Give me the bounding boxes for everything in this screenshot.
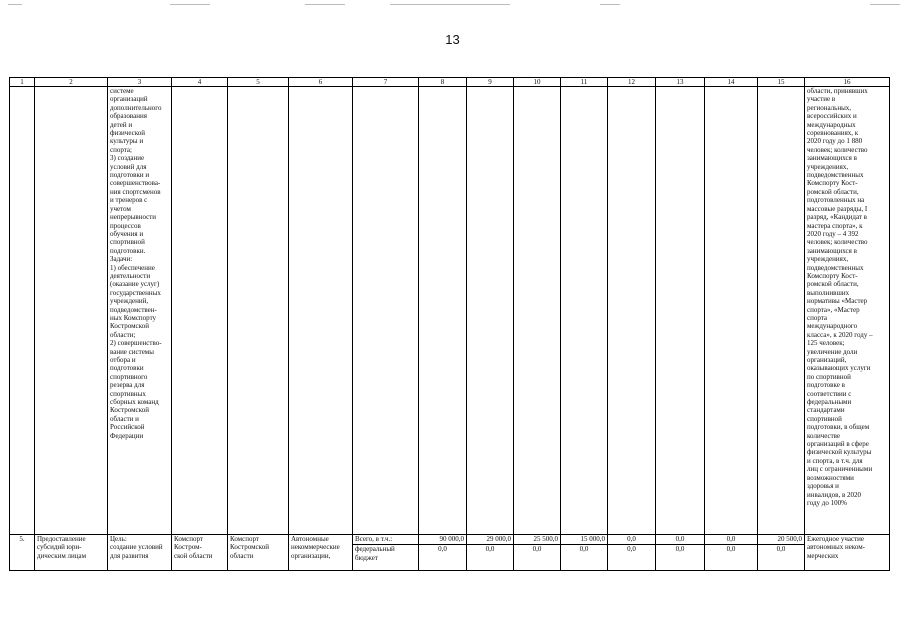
header-cell: 16 xyxy=(805,78,890,87)
measure-name: Предоставление субсидий юри- дическим лицам xyxy=(35,535,108,571)
header-cell: 13 xyxy=(656,78,705,87)
program-table xyxy=(9,77,890,571)
header-cell: 1 xyxy=(10,78,35,87)
header-cell: 4 xyxy=(172,78,228,87)
value-cell: 20 500,0 0,0 xyxy=(758,535,805,571)
expected-result: Ежегодное участие автономных неком- мерческих xyxy=(805,535,890,571)
header-cell: 8 xyxy=(419,78,467,87)
header-cell: 2 xyxy=(35,78,108,87)
row-number: 5. xyxy=(10,535,35,571)
table-row-5 xyxy=(10,535,890,571)
header-cell: 9 xyxy=(467,78,514,87)
funding-federal-label: федеральный бюджет xyxy=(355,545,395,562)
responsible-executor: Комспорт Костром- ской области xyxy=(172,535,228,571)
funding-total-label: Всего, в т.ч.: xyxy=(355,535,393,543)
value-cell: 29 000,0 0,0 xyxy=(467,535,514,571)
goal-text: Цель: создание условий для развития xyxy=(108,535,172,571)
value-cell: 0,0 0,0 xyxy=(656,535,705,571)
value-cell: 90 000,0 0,0 xyxy=(419,535,467,571)
indicators-text: области, принявших участие в региональных, всероссийских и международных соревнованиях, к 2020 году до 1 880 человек; количество занимающихся в учреждениях, подведомственных Комспорту Кост- ромской области, подготовленных на массовые разряды, I разряд, «Кандидат в мастера спорта», к 2020 году – 4 392 человек; количество занимающихся в учреждениях, подведомственных Комспорту Кост- ромской области, выполнивших нормативы «Мастер спорта», «Мастер спорта международного класса», к 2020 году – 125 человек; увеличение доли организаций, оказывающих услуги по спортивной подготовке в соответствии с федеральными стандартами спортивной подготовки, в общем количестве организаций в сфере физической культуры и спорта, в т.ч. для лиц с ограниченными возможностями здоровья и инвалидов, в 2020 году до 100% xyxy=(805,87,890,535)
header-cell: 3 xyxy=(108,78,172,87)
value-cell: 0,0 0,0 xyxy=(705,535,758,571)
participants: Автономные некоммерческие организации, xyxy=(289,535,353,571)
header-cell: 7 xyxy=(353,78,419,87)
header-cell: 11 xyxy=(561,78,608,87)
value-cell: 25 500,0 0,0 xyxy=(514,535,561,571)
page-number: 13 xyxy=(445,32,460,47)
goals-tasks-text: системе организаций дополнительного образования детей и физической культуры и спорта; 3) создание условий для подготовки и совершенствова- ния спортсменов и тренеров с учетом непрерывности процессов обучения и спортивной подготовки. Задачи: 1) обеспечение деятельности (оказание услуг) государственных учреждений, подведомствен- ных Комспорту Костромской области; 2) совершенство- вание системы отбора и подготовки спортивного резерва для спортивных сборных команд Костромской области и Российской Федерации xyxy=(108,87,172,535)
value-cell: 0,0 0,0 xyxy=(608,535,656,571)
continuation-row xyxy=(10,87,890,535)
header-row xyxy=(10,78,890,87)
header-cell: 5 xyxy=(228,78,289,87)
header-cell: 6 xyxy=(289,78,353,87)
header-cell: 15 xyxy=(758,78,805,87)
coexecutor: Комспорт Костромской области xyxy=(228,535,289,571)
scan-top-marks xyxy=(0,4,905,6)
funding-source xyxy=(353,535,419,571)
header-cell: 10 xyxy=(514,78,561,87)
value-cell: 15 000,0 0,0 xyxy=(561,535,608,571)
header-cell: 14 xyxy=(705,78,758,87)
header-cell: 12 xyxy=(608,78,656,87)
